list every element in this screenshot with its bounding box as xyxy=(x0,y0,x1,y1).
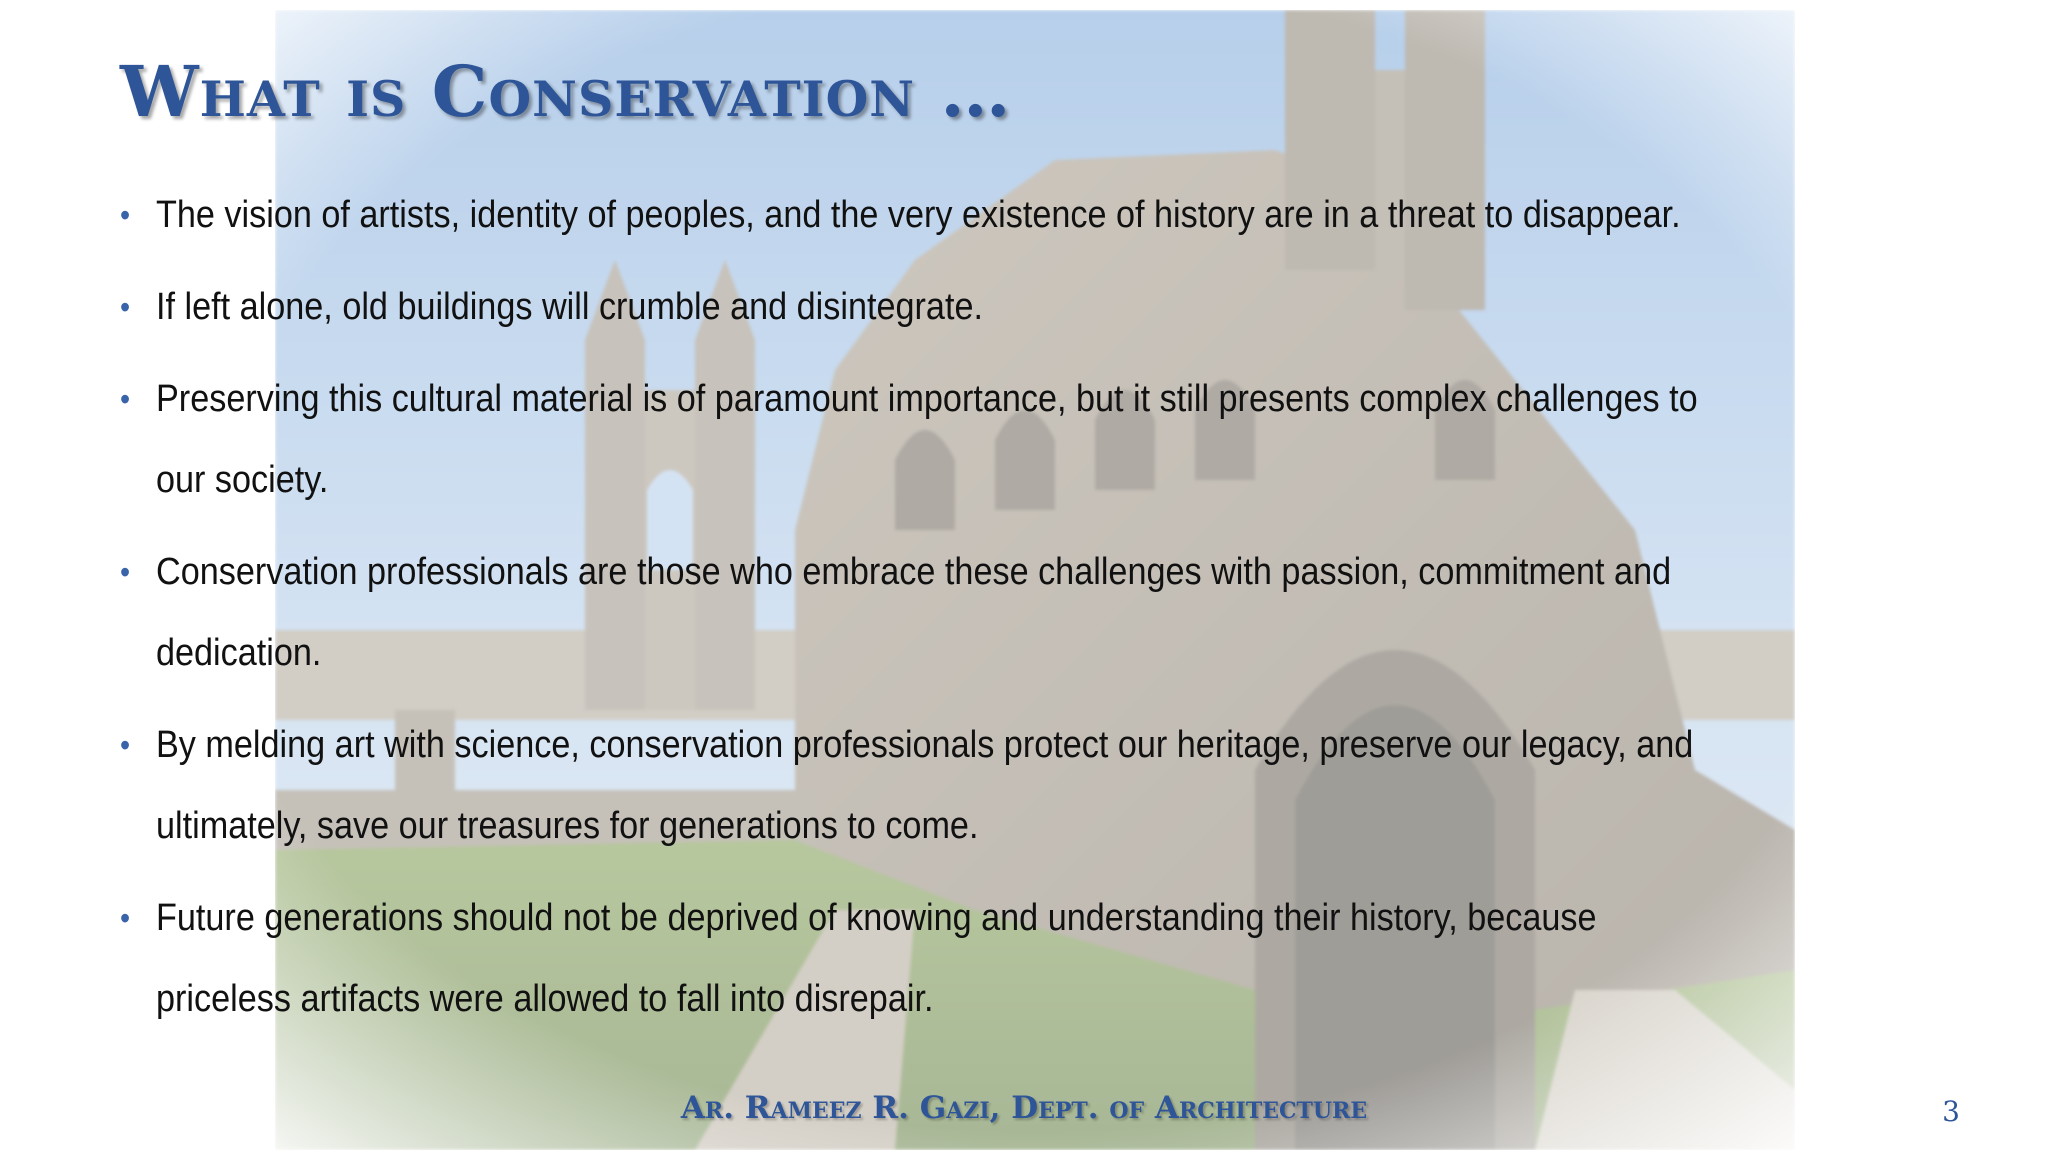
bullet-text: Conservation professionals are those who embrace these challenges with passion, commitment and dedication. xyxy=(156,551,1672,674)
bullet-text: By melding art with science, conservation professionals protect our heritage, preserve our legacy, and ultimately, save our treasures for generations to come. xyxy=(156,724,1694,847)
page-number: 3 xyxy=(1942,1095,1960,1128)
bullet-item xyxy=(120,267,1740,348)
bullet-item xyxy=(120,532,1740,694)
slide-title: What is Conservation … xyxy=(120,50,1012,133)
bullet-item xyxy=(120,705,1740,867)
bullet-item xyxy=(120,359,1740,521)
bullet-text: Future generations should not be deprived of knowing and understanding their history, because priceless artifacts were allowed to fall into disrepair. xyxy=(156,897,1597,1020)
bullet-item xyxy=(120,175,1740,256)
bullet-icon: • xyxy=(120,727,131,763)
bullet-icon: • xyxy=(120,554,131,590)
bullet-item xyxy=(120,878,1740,1040)
bullet-icon: • xyxy=(120,197,131,233)
bullet-text: If left alone, old buildings will crumble and disintegrate. xyxy=(156,286,983,328)
slide-footer: Ar. Rameez R. Gazi, Dept. of Architecture xyxy=(680,1090,1368,1126)
bullet-list xyxy=(120,175,1920,1051)
bullet-icon: • xyxy=(120,289,131,325)
bullet-text: Preserving this cultural material is of paramount importance, but it still presents complex challenges to our society. xyxy=(156,378,1698,501)
bullet-icon: • xyxy=(120,381,131,417)
bullet-icon: • xyxy=(120,900,131,936)
bullet-text: The vision of artists, identity of peoples, and the very existence of history are in a threat to disappear. xyxy=(156,194,1681,236)
